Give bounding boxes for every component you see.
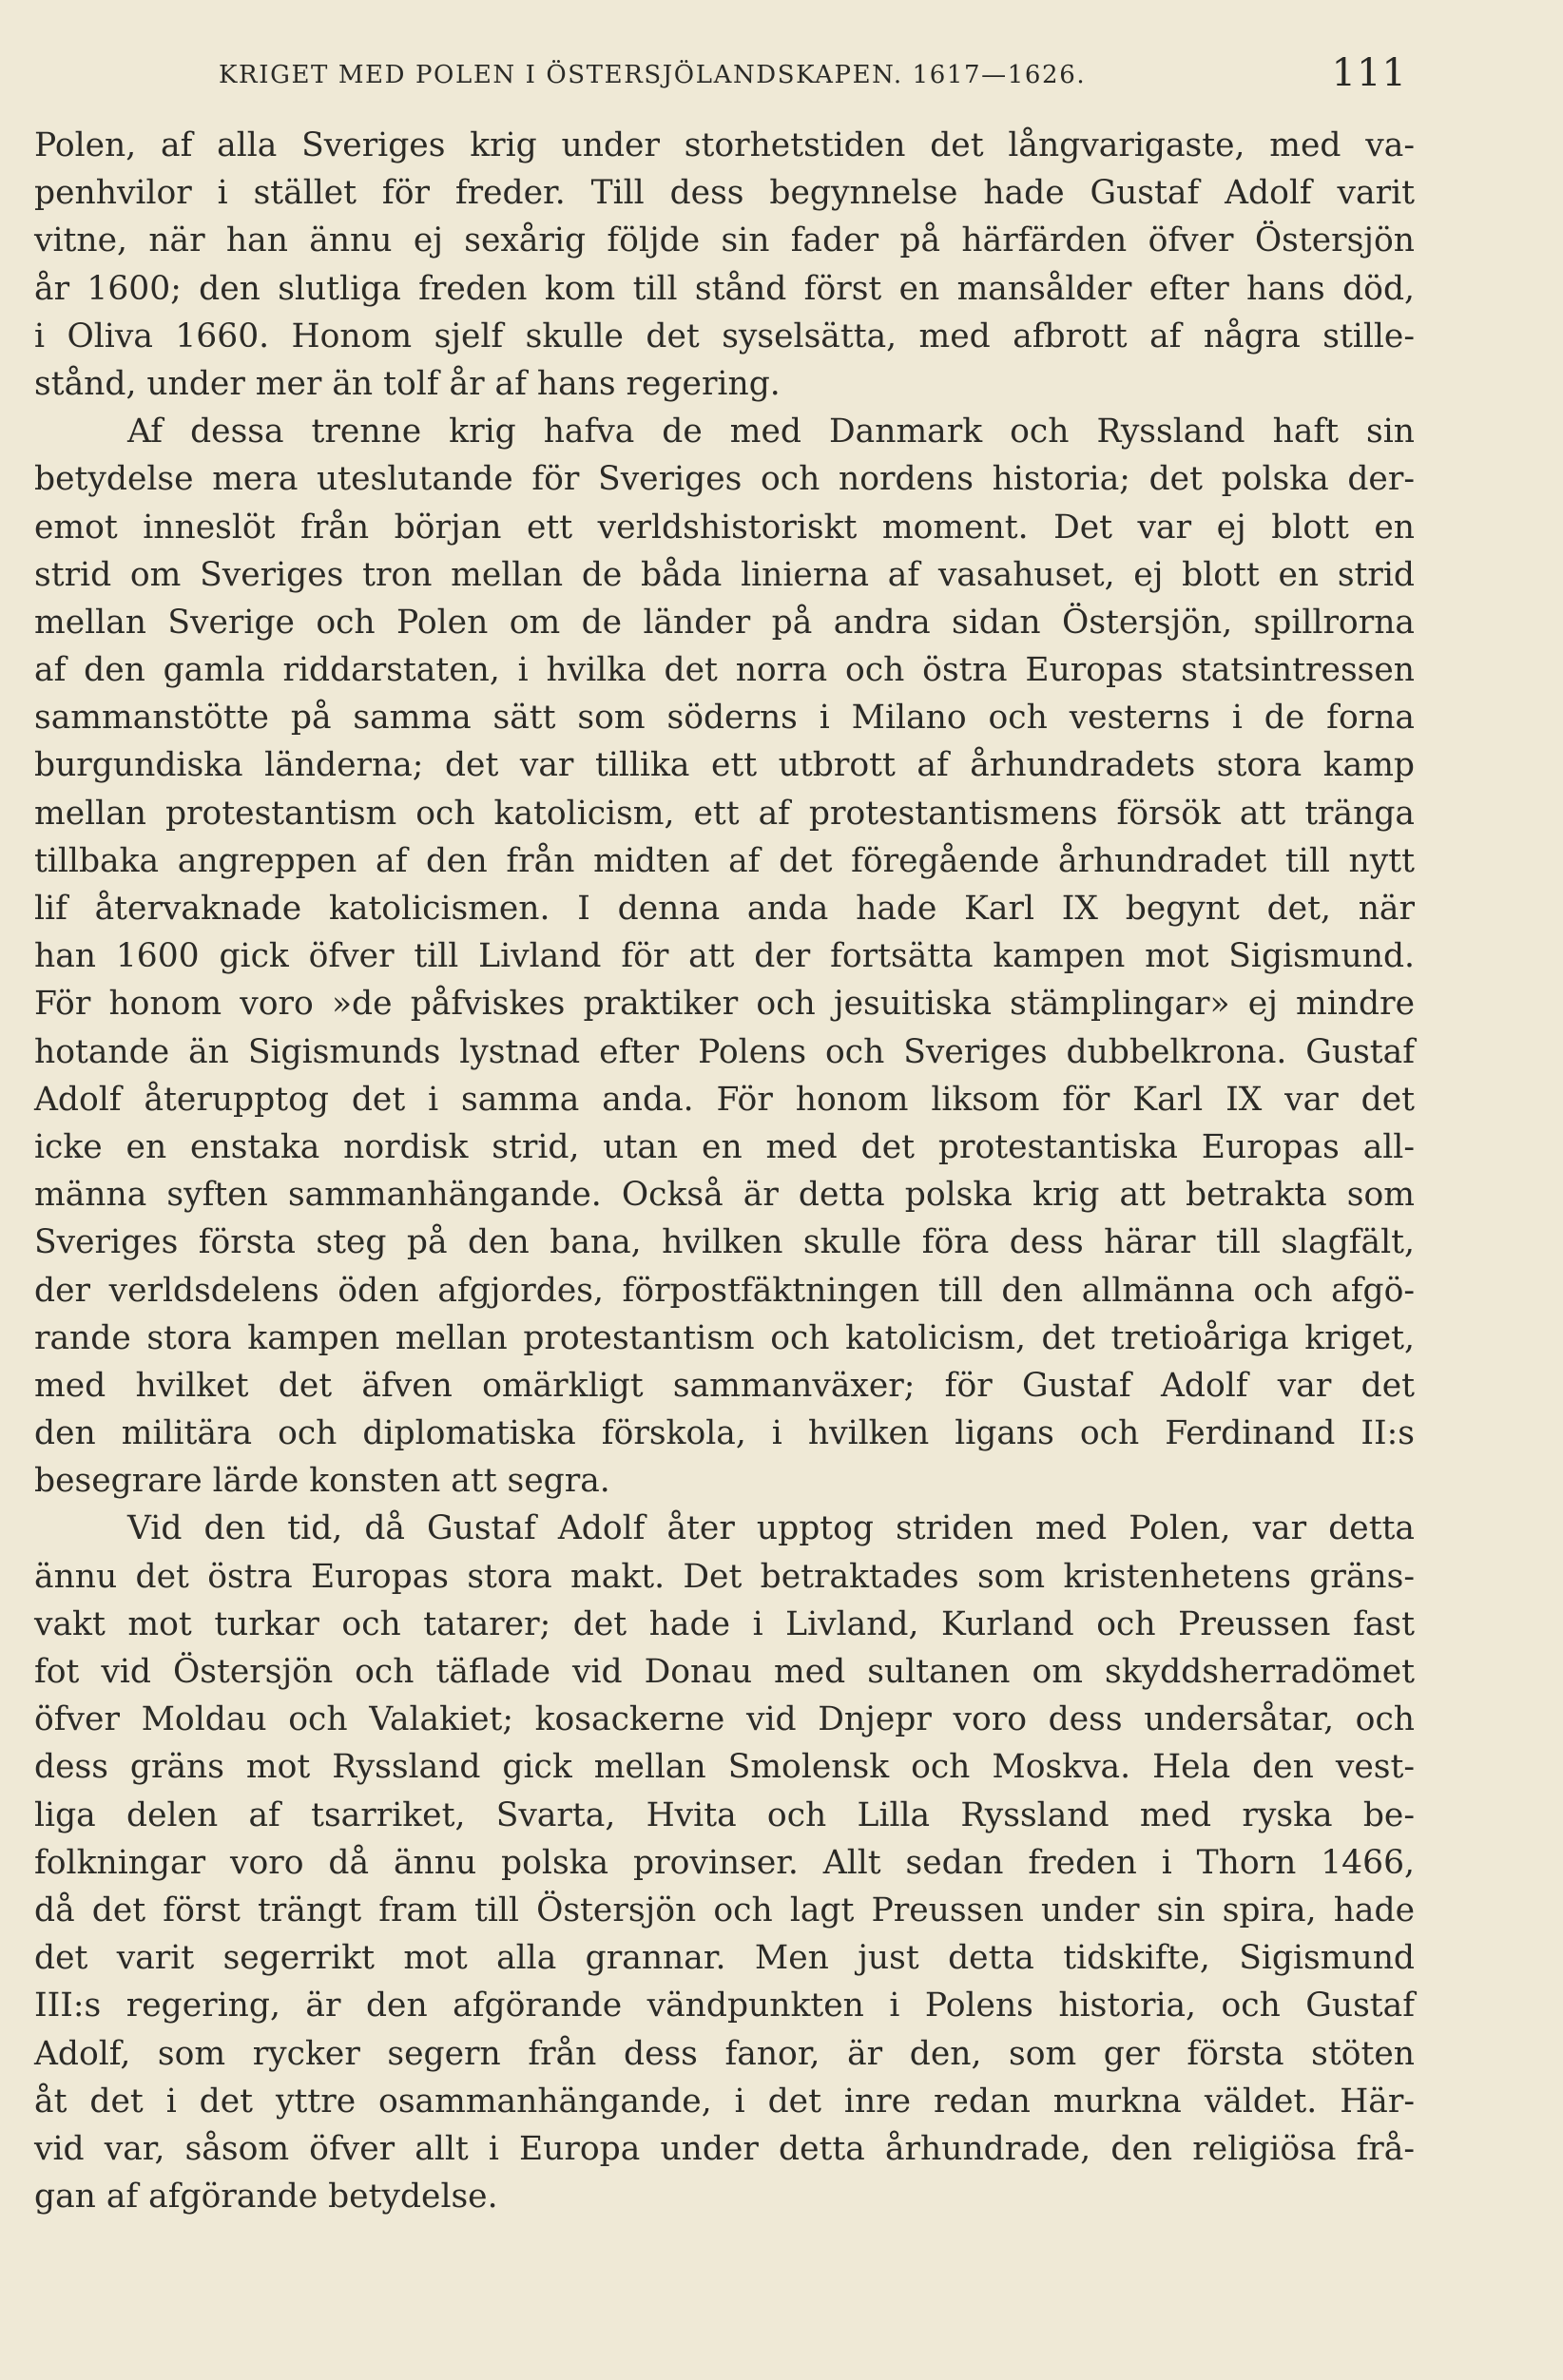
text-line: år 1600; den slutliga freden kom till stånd först en mansålder efter hans död, bbox=[34, 269, 1415, 308]
text-line: vakt mot turkar och tatarer; det hade i Livland, Kurland och Preussen fast bbox=[34, 1604, 1415, 1643]
running-head-title: KRIGET MED POLEN I ÖSTERSJÖLANDSKAPEN. 1617—1626. bbox=[219, 61, 1087, 89]
text-line: der verldsdelens öden afgjordes, förpostfäktningen till den allmänna och afgö- bbox=[34, 1271, 1415, 1310]
text-line: öfver Moldau och Valakiet; kosackerne vid Dnjepr voro dess undersåtar, och bbox=[34, 1700, 1415, 1739]
text-line: vitne, när han ännu ej sexårig följde sin fader på härfärden öfver Östersjön bbox=[34, 221, 1415, 260]
paragraph-3 bbox=[34, 1505, 1415, 2220]
text-line: den militära och diplomatiska förskola, i hvilken ligans och Ferdinand II:s bbox=[34, 1414, 1415, 1453]
text-line: strid om Sveriges tron mellan de båda linierna af vasahuset, ej blott en strid bbox=[34, 555, 1415, 594]
text-line: För honom voro »de påfviskes praktiker och jesuitiska stämplingar» ej mindre bbox=[34, 985, 1415, 1024]
text-line: ännu det östra Europas stora makt. Det betraktades som kristenhetens gräns- bbox=[34, 1557, 1415, 1596]
text-line: stånd, under mer än tolf år af hans regering. bbox=[34, 364, 781, 403]
text-line: emot inneslöt från början ett verldshistoriskt moment. Det var ej blott en bbox=[34, 508, 1415, 547]
text-line: Adolf återupptog det i samma anda. För honom liksom för Karl IX var det bbox=[34, 1080, 1415, 1119]
text-line: icke en enstaka nordisk strid, utan en med det protestantiska Europas all- bbox=[34, 1127, 1415, 1166]
text-line: penhvilor i stället för freder. Till dess begynnelse hade Gustaf Adolf varit bbox=[34, 174, 1415, 213]
text-line: vid var, såsom öfver allt i Europa under detta århundrade, den religiösa frå- bbox=[34, 2129, 1415, 2168]
text-line: betydelse mera uteslutande för Sveriges och nordens historia; det polska der- bbox=[34, 460, 1415, 499]
text-line: sammanstötte på samma sätt som söderns i Milano och vesterns i de forna bbox=[34, 699, 1415, 738]
text-line: gan af afgörande betydelse. bbox=[34, 2178, 498, 2217]
paragraph-1 bbox=[34, 122, 1415, 408]
text-line: Adolf, som rycker segern från dess fanor, är den, som ger första stöten bbox=[34, 2034, 1415, 2073]
text-line: med hvilket det äfven omärkligt sammanväxer; för Gustaf Adolf var det bbox=[34, 1366, 1415, 1405]
text-line: mellan Sverige och Polen om de länder på andra sidan Östersjön, spillrorna bbox=[34, 603, 1415, 642]
text-line: tillbaka angreppen af den från midten af det föregående århundradet till nytt bbox=[34, 841, 1415, 880]
text-line: åt det i det yttre osammanhängande, i det inre redan murkna väldet. Här- bbox=[34, 2082, 1415, 2121]
running-head bbox=[219, 51, 1407, 112]
body-text bbox=[34, 122, 1415, 2220]
text-line: besegrare lärde konsten att segra. bbox=[34, 1462, 610, 1501]
text-line: han 1600 gick öfver till Livland för att der fortsätta kampen mot Sigismund. bbox=[34, 937, 1415, 976]
paragraph-2 bbox=[34, 408, 1415, 1505]
text-line: Polen, af alla Sveriges krig under storhetstiden det långvarigaste, med va- bbox=[34, 126, 1415, 164]
text-line: folkningar voro då ännu polska provinser. Allt sedan freden i Thorn 1466, bbox=[34, 1843, 1415, 1882]
text-line: burgundiska länderna; det var tillika ett utbrott af århundradets stora kamp bbox=[34, 746, 1415, 785]
text-line: mellan protestantism och katolicism, ett af protestantismens försök att tränga bbox=[34, 794, 1415, 833]
text-line: hotande än Sigismunds lystnad efter Polens och Sveriges dubbelkrona. Gustaf bbox=[34, 1032, 1415, 1071]
text-line: fot vid Östersjön och täflade vid Donau med sultanen om skyddsherradömet bbox=[34, 1653, 1415, 1691]
text-line: männa syften sammanhängande. Också är detta polska krig att betrakta som bbox=[34, 1176, 1415, 1215]
text-line: lif återvaknade katolicismen. I denna anda hade Karl IX begynt det, när bbox=[34, 890, 1415, 928]
page-number: 111 bbox=[1331, 51, 1407, 95]
text-line: liga delen af tsarriket, Svarta, Hvita och Lilla Ryssland med ryska be- bbox=[34, 1795, 1415, 1834]
text-line: det varit segerrikt mot alla grannar. Men just detta tidskifte, Sigismund bbox=[34, 1939, 1415, 1978]
text-line: då det först trängt fram till Östersjön och lagt Preussen under sin spira, hade bbox=[34, 1891, 1415, 1929]
text-line: III:s regering, är den afgörande vändpunkten i Polens historia, och Gustaf bbox=[34, 1987, 1415, 2025]
text-line: Af dessa trenne krig hafva de med Danmark och Ryssland haft sin bbox=[127, 413, 1415, 451]
text-line: Sveriges första steg på den bana, hvilken skulle föra dess härar till slagfält, bbox=[34, 1223, 1415, 1262]
text-line: Vid den tid, då Gustaf Adolf åter upptog striden med Polen, var detta bbox=[127, 1509, 1415, 1548]
text-line: dess gräns mot Ryssland gick mellan Smolensk och Moskva. Hela den vest- bbox=[34, 1748, 1415, 1787]
text-line: i Oliva 1660. Honom sjelf skulle det syselsätta, med afbrott af några stille- bbox=[34, 317, 1415, 355]
text-line: rande stora kampen mellan protestantism och katolicism, det tretioåriga kriget, bbox=[34, 1318, 1415, 1357]
text-line: af den gamla riddarstaten, i hvilka det norra och östra Europas statsintressen bbox=[34, 651, 1415, 690]
